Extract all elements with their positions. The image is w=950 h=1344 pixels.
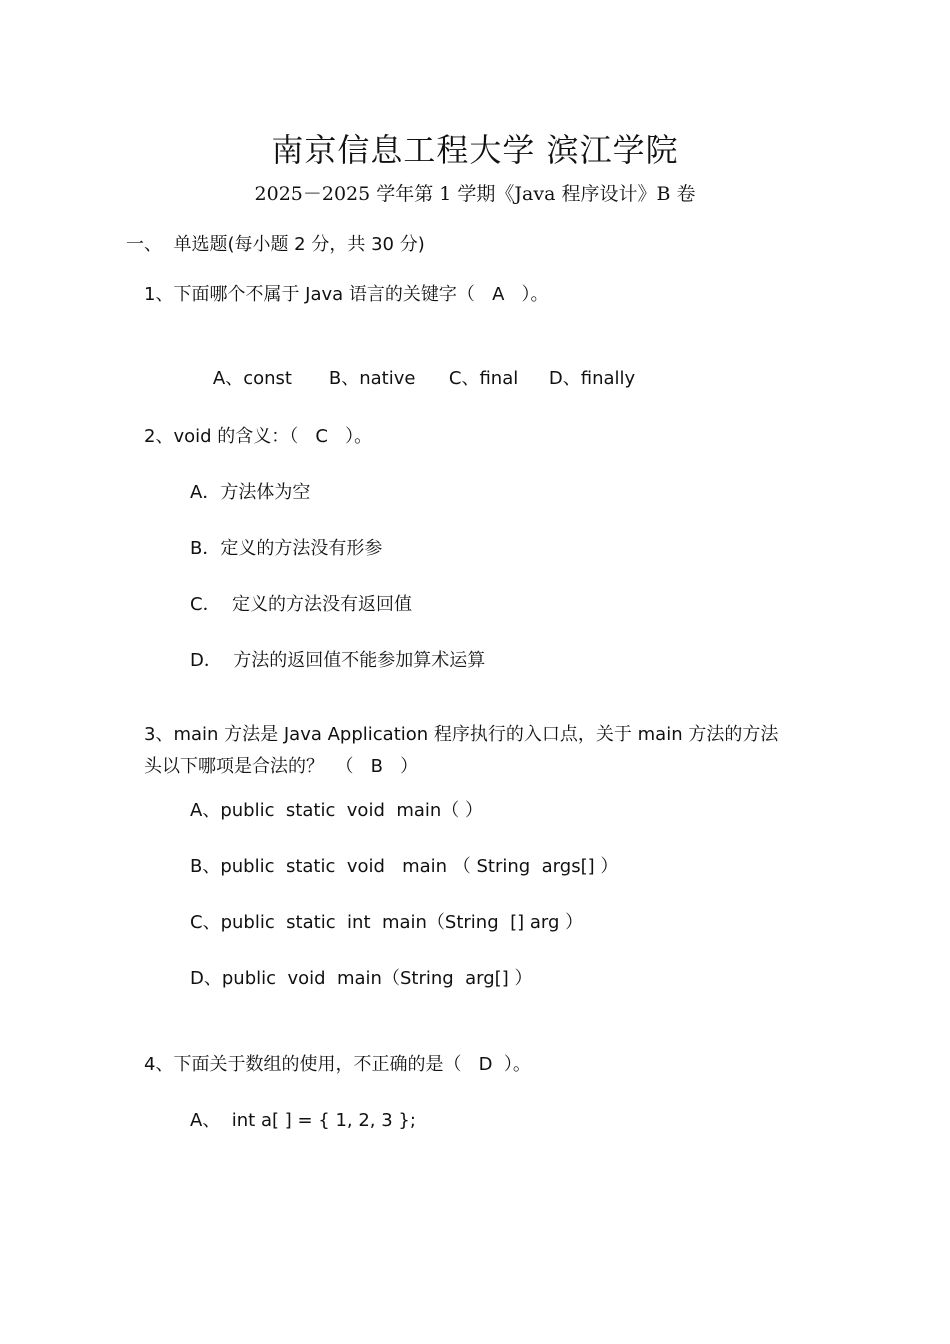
option-d: D、finally [548,368,636,389]
question-1-options [190,337,635,421]
option-c: C． 定义的方法没有返回值 [190,594,413,615]
option-a: A、public static void main（ ） [190,800,484,821]
option-c: C、final [448,368,519,389]
question-2: 2、void 的含义：（ C ）。 [144,426,373,447]
option-b: B、public static void main （ String args[] ） [190,856,619,877]
question-3-line-1: 3、main 方法是 Java Application 程序执行的入口点，关于 main 方法的方法 [144,724,779,745]
question-1: 1、下面哪个不属于 Java 语言的关键字（ A ）。 [144,284,549,305]
option-b: B．定义的方法没有形参 [190,538,383,559]
option-a: A、 int a[ ] = { 1, 2, 3 }; [190,1110,416,1131]
page-title: 南京信息工程大学 滨江学院 [271,131,679,169]
option-d: D． 方法的返回值不能参加算术运算 [190,650,486,671]
section-heading: 一、 单选题(每小题 2 分，共 30 分) [126,234,425,255]
option-a: A．方法体为空 [190,482,311,503]
option-c: C、public static int main（String [] arg ） [190,912,584,933]
question-4: 4、下面关于数组的使用，不正确的是（ D ）。 [144,1054,531,1075]
exam-subtitle: 2025－2025 学年第 1 学期《Java 程序设计》B 卷 [254,183,696,205]
option-d: D、public void main（String arg[] ） [190,968,533,989]
option-b: B、native [328,368,416,389]
option-a: A、const [212,368,292,389]
question-3-line-2: 头以下哪项是合法的？ （ B ） [144,756,419,777]
